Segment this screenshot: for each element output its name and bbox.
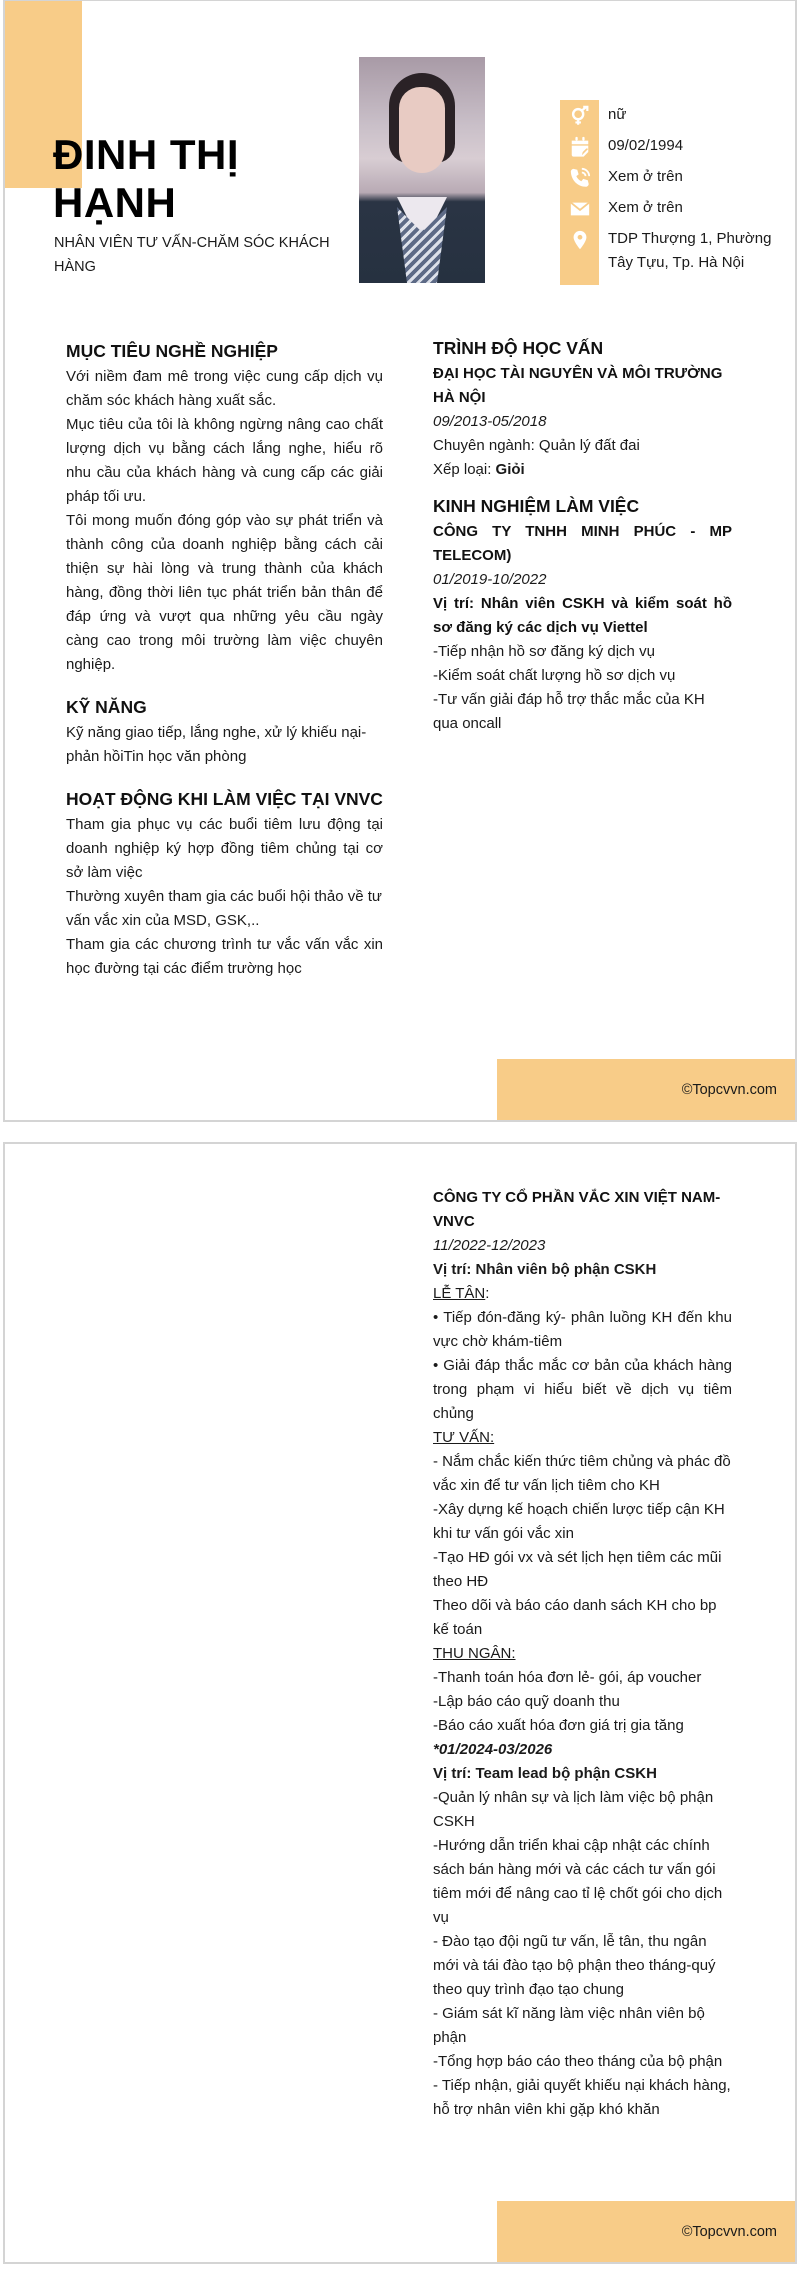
reception-heading: LỄ TÂN: bbox=[433, 1285, 490, 1302]
activities-title: HOẠT ĐỘNG KHI LÀM VIỆC TẠI VNVC bbox=[66, 789, 383, 809]
right-column-continued bbox=[433, 1186, 732, 2122]
job-task: -Tư vấn giải đáp hỗ trợ thắc mắc của KH qua oncall bbox=[433, 691, 705, 732]
job-task: - Giám sát kĩ năng làm việc nhân viên bộ phận bbox=[433, 2005, 705, 2046]
cashier-heading: THU NGÂN: bbox=[433, 1645, 516, 1662]
contact-list bbox=[560, 100, 790, 275]
cv-page-1 bbox=[3, 0, 797, 1122]
activities-section bbox=[66, 787, 383, 981]
job-task: -Thanh toán hóa đơn lẻ- gói, áp voucher bbox=[433, 1669, 702, 1686]
job-task: • Tiếp đón-đăng ký- phân luồng KH đến khu vực chờ khám-tiêm bbox=[433, 1309, 732, 1350]
job-task: -Lập báo cáo quỹ doanh thu bbox=[433, 1693, 620, 1710]
left-column bbox=[66, 339, 383, 999]
copyright-text: ©Topcvvn.com bbox=[681, 1081, 777, 1098]
job-task: - Tiếp nhận, giải quyết khiếu nại khách hàng, hỗ trợ nhân viên khi gặp khó khăn bbox=[433, 2077, 731, 2118]
copyright-text: ©Topcvvn.com bbox=[681, 2223, 777, 2240]
skills-text: Kỹ năng giao tiếp, lắng nghe, xử lý khiếu nại- phản hồiTin học văn phòng bbox=[66, 724, 367, 765]
email-value: Xem ở trên bbox=[608, 199, 683, 216]
job-task: -Hướng dẫn triển khai cập nhật các chính sách bán hàng mới và các cách tư vấn gói tiêm mới để nâng cao tỉ lệ chốt gói cho dịch vụ bbox=[433, 1837, 723, 1926]
birthdate-value: 09/02/1994 bbox=[608, 137, 684, 154]
job-position: Vị trí: Nhân viên bộ phận CSKH bbox=[433, 1261, 657, 1278]
job-task: - Đào tạo đội ngũ tư vấn, lễ tân, thu ngân mới và tái đào tạo bộ phận theo tháng-quý theo quy trình đạo tạo chung bbox=[433, 1933, 716, 1998]
activity-item: Tham gia phục vụ các buổi tiêm lưu động tại doanh nghiệp ký hợp đồng tiêm chủng tại cơ sở làm việc bbox=[66, 816, 383, 881]
job-position: Vị trí: Nhân viên CSKH và kiểm soát hồ sơ đăng ký các dịch vụ Viettel bbox=[433, 595, 732, 636]
job-task: -Quản lý nhân sự và lịch làm việc bộ phận CSKH bbox=[433, 1789, 714, 1830]
contact-phone bbox=[560, 162, 790, 193]
company-name: CÔNG TY TNHH MINH PHÚC - MP TELECOM) bbox=[433, 523, 732, 564]
cv-page-2 bbox=[3, 1142, 797, 2264]
consult-heading: TƯ VẤN: bbox=[433, 1429, 495, 1446]
phone-value: Xem ở trên bbox=[608, 168, 683, 185]
activity-item: Thường xuyên tham gia các buổi hội thảo về tư vấn vắc xin của MSD, GSK,.. bbox=[66, 888, 382, 929]
activity-item: Tham gia các chương trình tư vắc vấn vắc xin học đường tại các điểm trường học bbox=[66, 936, 383, 977]
objective-paragraph: Mục tiêu của tôi là không ngừng nâng cao chất lượng dịch vụ bằng cách lắng nghe, hiểu rõ nhu cầu của khách hàng và cung cấp các giải pháp tối ưu. bbox=[66, 416, 383, 505]
skills-section bbox=[66, 695, 383, 769]
job-period: 01/2019-10/2022 bbox=[433, 571, 547, 588]
location-icon bbox=[560, 224, 599, 255]
job-title: NHÂN VIÊN TƯ VẤN-CHĂM SÓC KHÁCH HÀNG bbox=[54, 235, 330, 275]
gender-icon bbox=[560, 100, 599, 131]
job-task: -Tạo HĐ gói vx và sét lịch hẹn tiêm các mũi theo HĐ bbox=[433, 1549, 722, 1590]
objective-paragraph: Tôi mong muốn đóng góp vào sự phát triển và thành công của doanh nghiệp bằng cách cải thiện sự hài lòng và trung thành của khách hàng, đồng thời liên tục phát triển bản thân để đáp ứng và vượt qua những yêu cầu ngày càng cao trong môi trường làm việc chuyên nghiệp. bbox=[66, 512, 383, 673]
candidate-name: ĐINH THỊ HẠNH bbox=[53, 131, 239, 226]
job-task: -Tiếp nhận hồ sơ đăng ký dịch vụ bbox=[433, 643, 655, 660]
footer-bar bbox=[497, 2201, 797, 2262]
right-column bbox=[433, 336, 732, 754]
education-period: 09/2013-05/2018 bbox=[433, 413, 547, 430]
contact-birthdate bbox=[560, 131, 790, 162]
school-name: ĐẠI HỌC TÀI NGUYÊN VÀ MÔI TRƯỜNG HÀ NỘI bbox=[433, 365, 723, 406]
education-major: Chuyên ngành: Quản lý đất đai bbox=[433, 437, 640, 454]
objective-paragraph: Với niềm đam mê trong việc cung cấp dịch vụ chăm sóc khách hàng xuất sắc. bbox=[66, 368, 383, 409]
contact-email bbox=[560, 193, 790, 224]
education-section bbox=[433, 336, 732, 482]
skills-title: KỸ NĂNG bbox=[66, 697, 147, 717]
job-task: Theo dõi và báo cáo danh sách KH cho bp kế toán bbox=[433, 1597, 717, 1638]
objective-section bbox=[66, 339, 383, 677]
job-task: -Tổng hợp báo cáo theo tháng của bộ phận bbox=[433, 2053, 723, 2070]
calendar-icon bbox=[560, 131, 599, 162]
profile-photo bbox=[359, 57, 485, 283]
job-task: -Kiểm soát chất lượng hồ sơ dịch vụ bbox=[433, 667, 676, 684]
education-rank: Xếp loại: Giỏi bbox=[433, 461, 525, 478]
phone-icon bbox=[560, 162, 599, 193]
rank-value: Giỏi bbox=[495, 461, 525, 478]
education-title: TRÌNH ĐỘ HỌC VẤN bbox=[433, 338, 604, 358]
job-period-2: *01/2024-03/2026 bbox=[433, 1741, 553, 1758]
address-value: TDP Thượng 1, Phường Tây Tựu, Tp. Hà Nội bbox=[608, 230, 772, 271]
experience-section bbox=[433, 494, 732, 736]
objective-title: MỤC TIÊU NGHỀ NGHIỆP bbox=[66, 341, 278, 361]
job-position-2: Vị trí: Team lead bộ phận CSKH bbox=[433, 1765, 657, 1782]
gender-value: nữ bbox=[608, 106, 627, 123]
company-name: CÔNG TY CỔ PHẦN VẮC XIN VIỆT NAM-VNVC bbox=[433, 1189, 721, 1230]
job-period: 11/2022-12/2023 bbox=[433, 1237, 546, 1254]
job-task: -Báo cáo xuất hóa đơn giá trị gia tăng bbox=[433, 1717, 684, 1734]
contact-gender bbox=[560, 100, 790, 131]
job-task: - Nắm chắc kiến thức tiêm chủng và phác đồ vắc xin để tư vấn lịch tiêm cho KH bbox=[433, 1453, 731, 1494]
contact-address bbox=[560, 224, 790, 275]
footer-bar bbox=[497, 1059, 797, 1120]
experience-title: KINH NGHIỆM LÀM VIỆC bbox=[433, 496, 640, 516]
email-icon bbox=[560, 193, 599, 224]
job-task: • Giải đáp thắc mắc cơ bản của khách hàng trong phạm vi hiểu biết về dịch vụ tiêm chủng bbox=[433, 1357, 732, 1422]
job-task: -Xây dựng kế hoạch chiến lược tiếp cận KH khi tư vấn gói vắc xin bbox=[433, 1501, 725, 1542]
